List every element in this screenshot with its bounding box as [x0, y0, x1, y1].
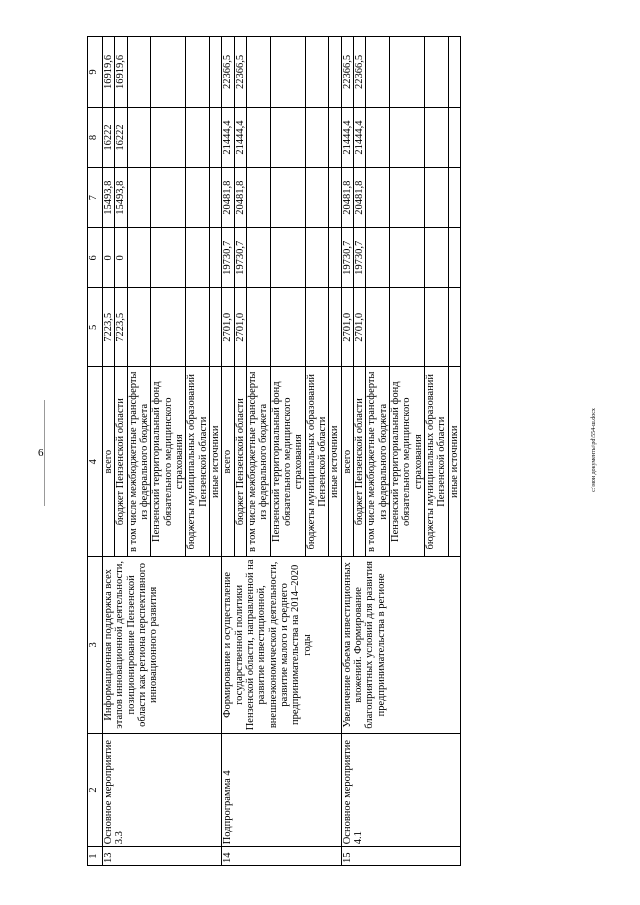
funding-source: бюджеты муниципальных образований Пензенской области: [186, 367, 210, 557]
amount-v7: [424, 168, 448, 228]
amount-v8: 16222: [103, 107, 115, 167]
header-col-7: 7: [88, 168, 103, 228]
amount-v8: 21444,4: [353, 107, 365, 167]
amount-v7: [209, 168, 221, 228]
funding-source: Пензенский территориальный фонд обязательного медицинского страхования: [389, 367, 424, 557]
amount-v6: 19730,7: [234, 228, 246, 288]
amount-v8: [448, 107, 460, 167]
amount-v8: [127, 107, 151, 167]
amount-v7: [448, 168, 460, 228]
amount-v7: [127, 168, 151, 228]
program-description: Информационная поддержка всех этапов инновационной деятельности, позиционирование Пензенской области как региона перспективного инновационного развития: [103, 557, 222, 733]
header-row: [88, 37, 103, 866]
amount-v6: 19730,7: [222, 228, 234, 288]
funding-source: всего: [222, 367, 234, 557]
amount-v8: 21444,4: [234, 107, 246, 167]
table-row: [103, 37, 115, 866]
amount-v5: [151, 288, 186, 367]
amount-v5: 2701,0: [353, 288, 365, 367]
amount-v8: [329, 107, 341, 167]
amount-v5: [270, 288, 305, 367]
funding-source: бюджет Пензенской области: [234, 367, 246, 557]
amount-v7: [246, 168, 270, 228]
amount-v5: 2701,0: [222, 288, 234, 367]
header-col-4: 4: [88, 367, 103, 557]
amount-v7: [366, 168, 390, 228]
amount-v9: [209, 37, 221, 108]
amount-v5: [366, 288, 390, 367]
amount-v6: [270, 228, 305, 288]
amount-v7: [270, 168, 305, 228]
amount-v8: [424, 107, 448, 167]
funding-source: бюджет Пензенской области: [115, 367, 127, 557]
page-number: 6: [38, 447, 44, 459]
amount-v5: [305, 288, 329, 367]
amount-v9: 16919,6: [103, 37, 115, 108]
budget-table: [87, 36, 461, 866]
amount-v6: [389, 228, 424, 288]
amount-v8: [305, 107, 329, 167]
funding-source: Пензенский территориальный фонд обязательного медицинского страхования: [151, 367, 186, 557]
amount-v7: 20481,8: [353, 168, 365, 228]
amount-v7: 15493,8: [103, 168, 115, 228]
funding-source: бюджеты муниципальных образований Пензенской области: [424, 367, 448, 557]
amount-v9: [366, 37, 390, 108]
row-number: 14: [222, 847, 341, 866]
amount-v6: [305, 228, 329, 288]
funding-source: в том числе межбюджетные трансферты из федерального бюджета: [366, 367, 390, 557]
amount-v7: [389, 168, 424, 228]
amount-v6: 19730,7: [341, 228, 353, 288]
footer-file-path: c:\мои документы\pd\554-ш.docx: [591, 408, 597, 492]
amount-v5: 2701,0: [234, 288, 246, 367]
amount-v7: [186, 168, 210, 228]
amount-v8: [151, 107, 186, 167]
row-number: 15: [341, 847, 460, 866]
amount-v6: [209, 228, 221, 288]
amount-v5: [186, 288, 210, 367]
amount-v6: 19730,7: [353, 228, 365, 288]
row-number: 13: [103, 847, 222, 866]
funding-source: Пензенский территориальный фонд обязательного медицинского страхования: [270, 367, 305, 557]
amount-v9: [389, 37, 424, 108]
program-description: Формирование и осуществление государственной политики Пензенской области, направленной на развитие инвестиционной, внешнеэкономической деятельности, развитие малого и среднего предпринимательства на 2014–2020 годы: [222, 557, 341, 733]
amount-v8: [270, 107, 305, 167]
amount-v9: 22366,5: [234, 37, 246, 108]
amount-v5: [424, 288, 448, 367]
amount-v6: [424, 228, 448, 288]
amount-v5: [389, 288, 424, 367]
funding-source: бюджет Пензенской области: [353, 367, 365, 557]
amount-v6: [151, 228, 186, 288]
amount-v8: 21444,4: [341, 107, 353, 167]
amount-v9: [246, 37, 270, 108]
amount-v8: 16222: [115, 107, 127, 167]
amount-v7: 20481,8: [234, 168, 246, 228]
amount-v7: [305, 168, 329, 228]
program-description: Увеличение объема инвестиционных вложений. Формирование благоприятных условий для развития предпринимательства в регионе: [341, 557, 460, 733]
amount-v8: [209, 107, 221, 167]
amount-v9: [270, 37, 305, 108]
funding-source: иные источники: [209, 367, 221, 557]
amount-v9: [329, 37, 341, 108]
program-name: Подпрограмма 4: [222, 733, 341, 847]
funding-source: иные источники: [329, 367, 341, 557]
rotated-table-container: [87, 36, 563, 866]
amount-v9: [448, 37, 460, 108]
amount-v9: [127, 37, 151, 108]
amount-v8: [246, 107, 270, 167]
table-row: [341, 37, 353, 866]
table-body: [103, 37, 461, 866]
amount-v6: [186, 228, 210, 288]
footer-rule: [44, 400, 45, 506]
amount-v9: 16919,6: [115, 37, 127, 108]
amount-v9: 22366,5: [341, 37, 353, 108]
amount-v6: [329, 228, 341, 288]
program-name: Основное мероприятие 4.1: [341, 733, 460, 847]
amount-v8: [389, 107, 424, 167]
amount-v9: 22366,5: [222, 37, 234, 108]
program-name: Основное мероприятие 3.3: [103, 733, 222, 847]
header-col-1: 1: [88, 847, 103, 866]
header-col-3: 3: [88, 557, 103, 733]
amount-v5: 7223,5: [103, 288, 115, 367]
amount-v7: [151, 168, 186, 228]
funding-source: всего: [103, 367, 115, 557]
amount-v9: [305, 37, 329, 108]
amount-v6: [366, 228, 390, 288]
funding-source: всего: [341, 367, 353, 557]
funding-source: бюджеты муниципальных образований Пензенской области: [305, 367, 329, 557]
funding-source: в том числе межбюджетные трансферты из федерального бюджета: [127, 367, 151, 557]
amount-v5: [127, 288, 151, 367]
amount-v6: [448, 228, 460, 288]
header-col-8: 8: [88, 107, 103, 167]
amount-v7: [329, 168, 341, 228]
amount-v8: [186, 107, 210, 167]
amount-v9: [424, 37, 448, 108]
amount-v6: [127, 228, 151, 288]
amount-v9: [151, 37, 186, 108]
amount-v9: 22366,5: [353, 37, 365, 108]
header-col-2: 2: [88, 733, 103, 847]
amount-v8: [366, 107, 390, 167]
amount-v6: 0: [103, 228, 115, 288]
amount-v7: 20481,8: [341, 168, 353, 228]
amount-v7: 15493,8: [115, 168, 127, 228]
amount-v5: [329, 288, 341, 367]
header-col-6: 6: [88, 228, 103, 288]
amount-v5: 2701,0: [341, 288, 353, 367]
amount-v6: [246, 228, 270, 288]
amount-v5: 7223,5: [115, 288, 127, 367]
table-row: [222, 37, 234, 866]
amount-v6: 0: [115, 228, 127, 288]
amount-v7: 20481,8: [222, 168, 234, 228]
funding-source: иные источники: [448, 367, 460, 557]
amount-v5: [209, 288, 221, 367]
header-col-5: 5: [88, 288, 103, 367]
amount-v9: [186, 37, 210, 108]
amount-v5: [246, 288, 270, 367]
amount-v8: 21444,4: [222, 107, 234, 167]
funding-source: в том числе межбюджетные трансферты из федерального бюджета: [246, 367, 270, 557]
amount-v5: [448, 288, 460, 367]
header-col-9: 9: [88, 37, 103, 108]
